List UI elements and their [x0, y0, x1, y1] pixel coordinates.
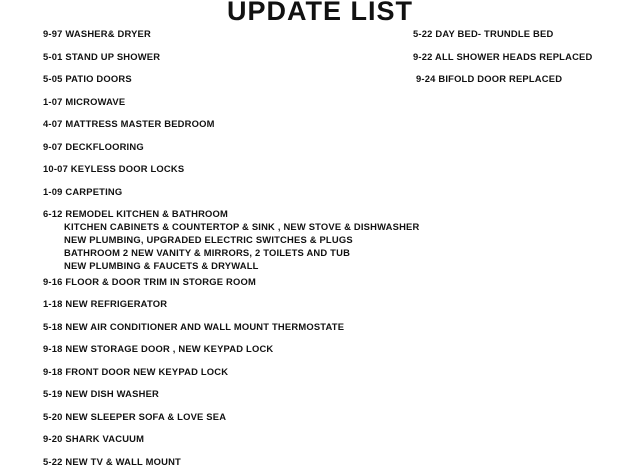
list-item: 5-18 NEW AIR CONDITIONER AND WALL MOUNT THERMOSTATE: [43, 321, 345, 332]
page-title: UPDATE LIST: [227, 0, 413, 26]
list-item: 5-01 STAND UP SHOWER: [43, 51, 161, 62]
list-item: 9-20 SHARK VACUUM: [43, 433, 145, 444]
list-item: 4-07 MATTRESS MASTER BEDROOM: [43, 118, 215, 129]
list-item: 10-07 KEYLESS DOOR LOCKS: [43, 163, 185, 174]
list-item: 9-18 FRONT DOOR NEW KEYPAD LOCK: [43, 366, 229, 377]
list-item-cut-off: 5-22 NEW TV & WALL MOUNT: [43, 456, 181, 467]
list-item: 9-18 NEW STORAGE DOOR , NEW KEYPAD LOCK: [43, 343, 274, 354]
list-item: 1-07 MICROWAVE: [43, 96, 126, 107]
list-item: 5-22 DAY BED- TRUNDLE BED: [413, 28, 554, 39]
list-item: 9-97 WASHER& DRYER: [43, 28, 151, 39]
list-item-remodel: [43, 208, 419, 271]
remodel-detail: NEW PLUMBING, UPGRADED ELECTRIC SWITCHES & PLUGS: [64, 234, 353, 245]
remodel-detail: KITCHEN CABINETS & COUNTERTOP & SINK , NEW STOVE & DISHWASHER: [64, 221, 420, 232]
list-item: 1-09 CARPETING: [43, 186, 123, 197]
list-item: 9-07 DECKFLOORING: [43, 141, 144, 152]
list-item: 9-16 FLOOR & DOOR TRIM IN STORGE ROOM: [43, 276, 256, 287]
remodel-heading: 6-12 REMODEL KITCHEN & BATHROOM: [43, 208, 229, 219]
remodel-detail: BATHROOM 2 NEW VANITY & MIRRORS, 2 TOILETS AND TUB: [64, 247, 351, 258]
list-item: 9-24 BIFOLD DOOR REPLACED: [416, 73, 563, 84]
list-item: 9-22 ALL SHOWER HEADS REPLACED: [413, 51, 593, 62]
list-item: 5-19 NEW DISH WASHER: [43, 388, 159, 399]
list-item: 1-18 NEW REFRIGERATOR: [43, 298, 168, 309]
list-item: 5-05 PATIO DOORS: [43, 73, 132, 84]
remodel-detail: NEW PLUMBING & FAUCETS & DRYWALL: [64, 260, 259, 271]
list-item: 5-20 NEW SLEEPER SOFA & LOVE SEA: [43, 411, 227, 422]
